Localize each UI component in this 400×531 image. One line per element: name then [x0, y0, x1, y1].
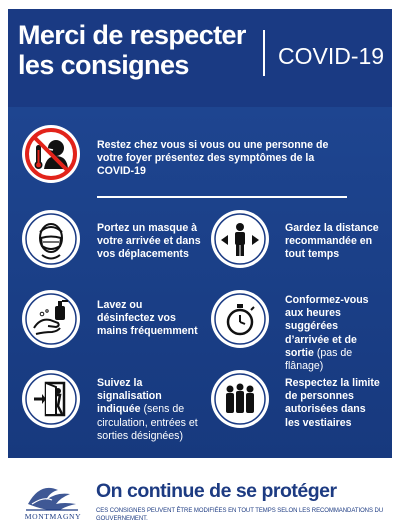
mask-icon [22, 210, 80, 268]
item-bold: Restez chez vous si vous ou une personne de votre foyer présentez des symptômes de la COVID-19 [97, 139, 329, 178]
title-line-2: les consignes [18, 50, 189, 80]
logo-text: MONTMAGNY [24, 512, 82, 521]
item-bold: Conformez-vous aux heures suggérées d’arrivée et de sortie [285, 294, 369, 359]
item-bold: Respectez la limite de personnes autorisées dans les vestiaires [285, 377, 380, 429]
covid-label: COVID-19 [278, 43, 385, 69]
footer-tagline: On continue de se protéger [96, 480, 337, 502]
item-bold: Lavez ou désinfectez vos mains fréquemment [97, 299, 198, 338]
item-text-stay-home [97, 139, 347, 179]
item-normal: (pas de flânage) [285, 346, 353, 373]
footer-note: CES CONSIGNES PEUVENT ÊTRE MODIFIÉES EN TOUT TEMPS SELON LES RECOMMANDATIONS DU GOUVERNEMENT. [96, 508, 384, 522]
title-divider [263, 30, 265, 76]
group-limit-icon [211, 370, 269, 428]
item-text-group-limit [285, 377, 380, 430]
item-normal: (sens de circulation, entrées et sorties désignées) [97, 403, 198, 442]
item-bold: Portez un masque à votre arrivée et dans vos déplacements [97, 222, 201, 261]
no-symptoms-icon [22, 125, 80, 183]
door-exit-icon [22, 370, 80, 428]
montmagny-logo [22, 470, 82, 518]
item-text-handwash [97, 299, 202, 339]
item-bold: Gardez la distance recommandée en tout temps [285, 222, 379, 261]
poster-title [18, 20, 246, 80]
separator-line [97, 196, 347, 198]
item-bold: Suivez la signalisation indiquée [97, 377, 162, 416]
handwash-icon [22, 290, 80, 348]
item-text-schedule [285, 294, 385, 373]
stopwatch-icon [211, 290, 269, 348]
item-text-distance [285, 222, 380, 262]
title-line-1: Merci de respecter [18, 20, 246, 50]
distance-icon [211, 210, 269, 268]
item-text-signage [97, 377, 207, 443]
item-text-mask [97, 222, 202, 262]
